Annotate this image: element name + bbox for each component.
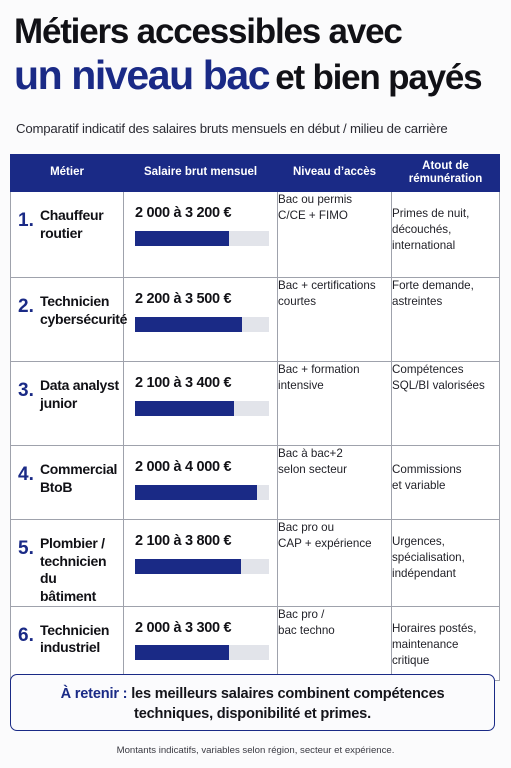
row-number: 6. (18, 624, 34, 646)
salary-bar-fill (135, 485, 257, 500)
title-rest: et bien payés (275, 58, 482, 97)
table-row (11, 446, 500, 520)
salary-bar-fill (135, 231, 229, 246)
salary-range: 2 200 à 3 500 € (135, 291, 232, 307)
row-number: 5. (18, 538, 34, 559)
cell-salaire (124, 606, 278, 680)
metier-wrap (11, 278, 128, 328)
key-takeaway-line-2: techniques, disponibilité et primes. (134, 706, 371, 723)
metier-wrap (11, 192, 123, 242)
key-takeaway-lead: À retenir : (60, 686, 128, 702)
row-number: 1. (18, 210, 34, 231)
salary-bar-track (135, 645, 269, 660)
table-row (11, 192, 500, 278)
salary-bar-track (135, 485, 269, 500)
cell-atout: Compétences SQL/BI valorisées (392, 362, 500, 446)
salary-bar-fill (135, 559, 241, 574)
cell-niveau: Bac ou permis C/CE + FIMO (278, 192, 392, 278)
page-title (14, 14, 504, 96)
column-header-atout: Atout de rémunération (392, 155, 500, 192)
cell-salaire (124, 520, 278, 607)
metier-wrap (11, 607, 123, 657)
cell-salaire (124, 278, 278, 362)
cell-atout: Primes de nuit, découchés, international (392, 192, 500, 278)
cell-niveau: Bac pro / bac techno (278, 606, 392, 680)
table-row (11, 278, 500, 362)
table-row (11, 362, 500, 446)
salary-bar-fill (135, 317, 242, 332)
column-header-salaire: Salaire brut mensuel (124, 155, 278, 192)
metier-name: Data analyst junior (40, 377, 119, 411)
salary-range: 2 000 à 3 200 € (135, 205, 232, 221)
metier-name: Technicien industriel (40, 621, 110, 656)
cell-metier (11, 520, 124, 607)
metier-wrap (11, 446, 123, 496)
cell-metier (11, 446, 124, 520)
salary-wrap (124, 520, 277, 574)
key-takeaway-text-1: les meilleurs salaires combinent compétences (131, 686, 445, 702)
salary-bar-track (135, 401, 269, 416)
metier-name: Plombier / technicien du bâtiment (40, 535, 107, 604)
key-takeaway-box (10, 674, 495, 731)
cell-metier (11, 606, 124, 680)
cell-atout: Urgences, spécialisation, indépendant (392, 520, 500, 607)
salary-bar-track (135, 559, 269, 574)
cell-metier (11, 278, 128, 362)
title-accent: un niveau bac (14, 52, 270, 98)
salary-bar-track (135, 317, 269, 332)
row-number: 3. (18, 380, 34, 401)
key-takeaway-line-1 (11, 684, 494, 704)
metier-name: Technicien cybersécurité (40, 293, 128, 327)
metier-name: Chauffeur routier (40, 207, 104, 241)
metier-name: Commercial BtoB (40, 461, 118, 495)
cell-salaire (124, 446, 278, 520)
salary-range: 2 100 à 3 800 € (135, 533, 232, 549)
salary-wrap (124, 607, 277, 661)
cell-metier (11, 362, 124, 446)
cell-salaire (124, 192, 278, 278)
table-row (11, 606, 500, 680)
salary-table (10, 154, 500, 681)
salary-wrap (124, 278, 277, 332)
table-row (11, 520, 500, 607)
cell-niveau: Bac à bac+2 selon secteur (278, 446, 392, 520)
salary-wrap (124, 192, 277, 246)
salary-range: 2 000 à 3 300 € (135, 619, 232, 636)
salary-wrap (124, 446, 277, 500)
page-subtitle: Comparatif indicatif des salaires bruts mensuels en début / milieu de carrière (16, 121, 448, 136)
table-header-row (11, 155, 500, 192)
salary-bar-track (135, 231, 269, 246)
salary-wrap (124, 362, 277, 416)
cell-atout: Commissions et variable (392, 446, 500, 520)
cell-salaire (124, 362, 278, 446)
column-header-metier: Métier (11, 155, 124, 192)
cell-atout: Forte demande, astreintes (392, 278, 500, 362)
cell-metier (11, 192, 124, 278)
cell-niveau: Bac pro ou CAP + expérience (278, 520, 392, 607)
row-number: 4. (18, 464, 34, 485)
salary-range: 2 000 à 4 000 € (135, 459, 232, 475)
salary-bar-fill (135, 401, 234, 416)
column-header-niveau: Niveau d’accès (278, 155, 392, 192)
cell-niveau: Bac + certifications courtes (278, 278, 392, 362)
title-line-2 (14, 52, 504, 98)
cell-atout: Horaires postés, maintenance critique (392, 606, 500, 680)
row-number: 2. (18, 296, 34, 317)
salary-bar-fill (135, 645, 229, 660)
title-line-1: Métiers accessibles avec (14, 12, 402, 51)
cell-niveau: Bac + formation intensive (278, 362, 392, 446)
metier-wrap (11, 520, 123, 606)
salary-range: 2 100 à 3 400 € (135, 375, 232, 391)
metier-wrap (11, 362, 123, 412)
footer-note: Montants indicatifs, variables selon région, secteur et expérience. (116, 745, 395, 756)
